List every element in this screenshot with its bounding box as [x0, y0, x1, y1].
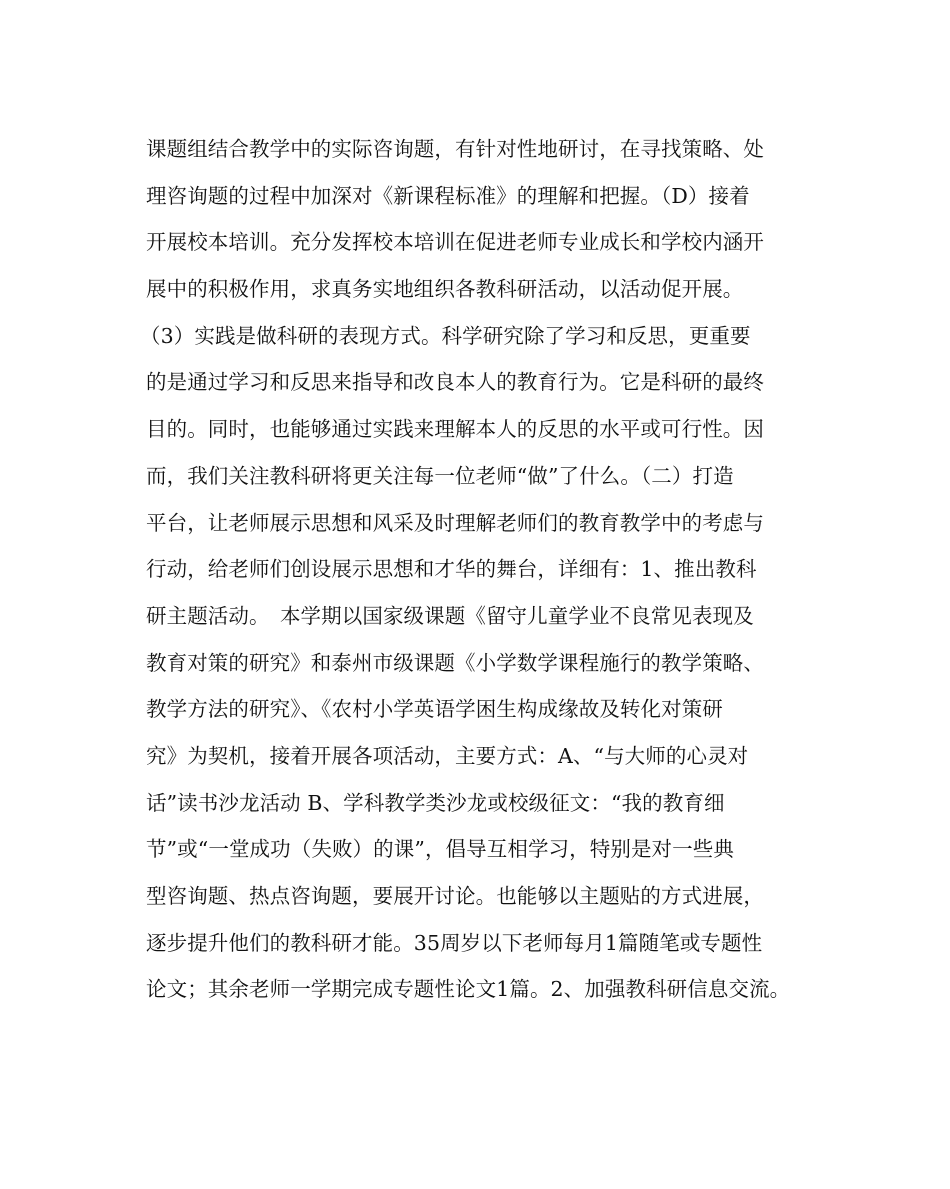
text-line: （3）实践是做科研的表现方式。科学研究除了学习和反思，更重要 — [140, 323, 751, 348]
text-line: 究》为契机，接着开展各项活动，主要方式：A、“与大师的心灵对 — [146, 743, 749, 768]
text-line: 开展校本培训。充分发挥校本培训在促进老师专业成长和学校内涵开 — [146, 230, 764, 255]
text-line: 理咨询题的过程中加深对《新课程标准》的理解和把握。（D）接着 — [146, 183, 750, 208]
text-line: 目的。同时，也能够通过实践来理解本人的反思的水平或可行性。因 — [146, 417, 764, 442]
text-line: 型咨询题、热点咨询题，要展开讨论。也能够以主题贴的方式进展， — [146, 884, 764, 908]
text-line: 的是通过学习和反思来指导和改良本人的教育行为。它是科研的最终 — [146, 370, 764, 395]
text-line: 教育对策的研究》和泰州市级课题《小学数学课程施行的教学策略、 — [146, 650, 764, 675]
text-line: 论文；其余老师一学期完成专题性论文1篇。2、加强教科研信息交流。 — [146, 977, 791, 1002]
text-line: 行动，给老师们创设展示思想和才华的舞台，详细有：1、推出教科 — [146, 557, 757, 582]
body-text — [140, 126, 846, 1013]
text-line: 节”或“一堂成功（失败）的课”，倡导互相学习，特别是对一些典 — [146, 837, 734, 862]
text-line: 话”读书沙龙活动 B、学科教学类沙龙或校级征文：“我的教育细 — [146, 790, 725, 815]
text-line: 而，我们关注教科研将更关注每一位老师“做”了什么。（二）打造 — [146, 463, 734, 488]
text-line: 逐步提升他们的教科研才能。35周岁以下老师每月1篇随笔或专题性 — [146, 930, 763, 955]
text-line: 教学方法的研究》、《农村小学英语学困生构成缘故及转化对策研 — [146, 697, 723, 722]
text-line: 展中的积极作用，求真务实地组织各教科研活动，以活动促开展。 — [146, 277, 744, 302]
text-line: 平台，让老师展示思想和风采及时理解老师们的教育教学中的考虑与 — [146, 510, 764, 535]
text-line: 课题组结合教学中的实际咨询题，有针对性地研讨，在寻找策略、处 — [146, 137, 764, 161]
text-line: 研主题活动。 本学期以国家级课题《留守儿童学业不良常见表现及 — [146, 603, 754, 628]
